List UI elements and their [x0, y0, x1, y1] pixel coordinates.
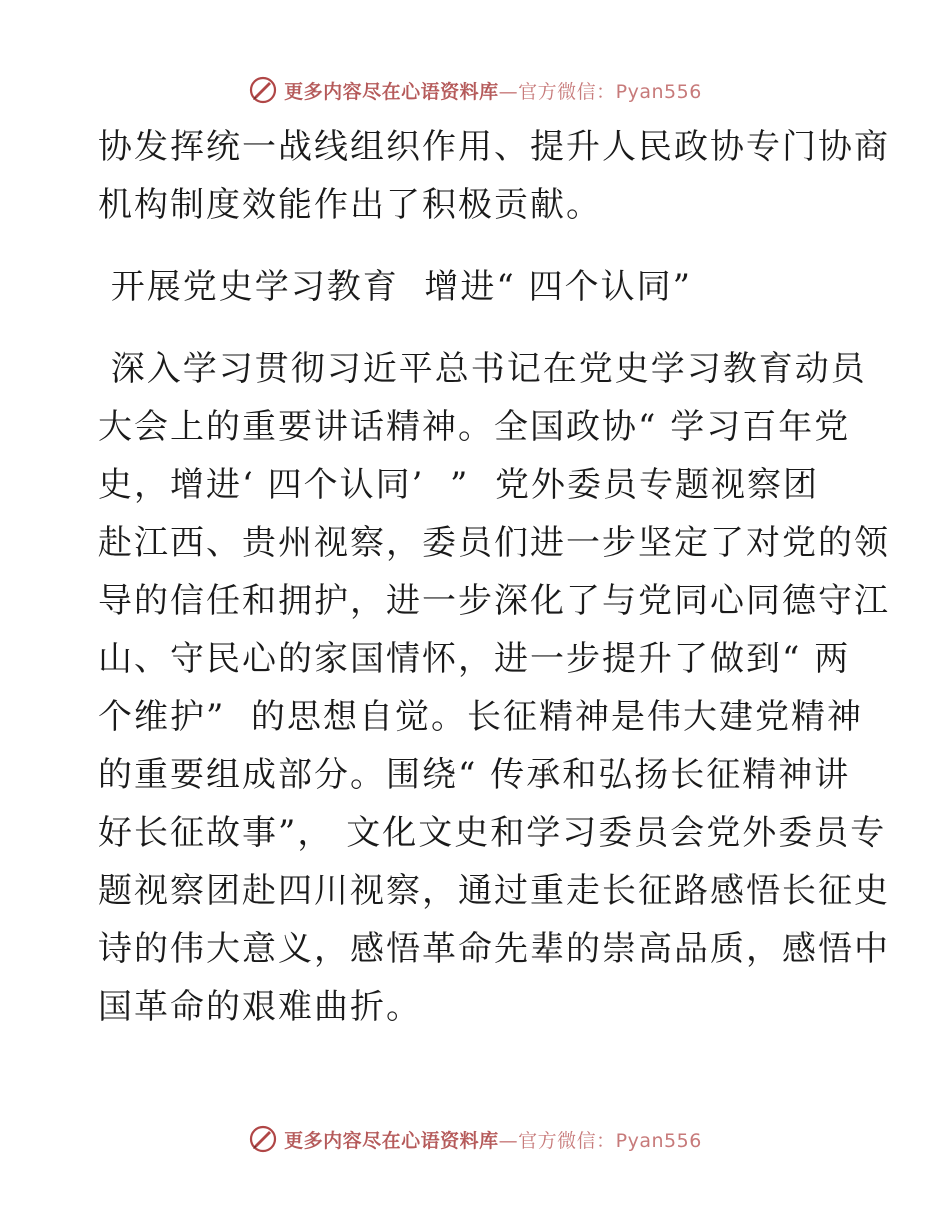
- watermark-text: [284, 1126, 702, 1153]
- footer-watermark: [0, 1119, 950, 1159]
- pen-logo-icon: [248, 75, 278, 105]
- watermark-contact: 官方微信：Pyan556: [518, 1129, 702, 1152]
- text-line: 的重要组成部分。围绕“ 传承和弘扬长征精神讲: [98, 755, 851, 795]
- text-line: 国革命的艰难曲折。: [98, 987, 422, 1027]
- text-line: 机构制度效能作出了积极贡献。: [98, 185, 602, 225]
- text-line: 协发挥统一战线组织作用、提升人民政协专门协商: [98, 127, 890, 167]
- heading-line: 开展党史学习教育 增进“ 四个认同”: [98, 267, 692, 307]
- watermark-text: [284, 77, 702, 104]
- pen-logo-icon: [248, 1124, 278, 1154]
- text-line: 深入学习贯彻习近平总书记在党史学习教育动员: [98, 349, 867, 389]
- watermark-separator: —: [498, 1129, 519, 1152]
- text-line: 大会上的重要讲话精神。全国政协“ 学习百年党: [98, 407, 851, 447]
- paragraph-continuation: [98, 118, 890, 234]
- text-line: 题视察团赴四川视察，通过重走长征路感悟长征史: [98, 871, 890, 911]
- watermark-group: [248, 75, 702, 105]
- text-line: 诗的伟大意义，感悟革命先辈的崇高品质，感悟中: [98, 929, 890, 969]
- text-line: 山、守民心的家国情怀，进一步提升了做到“ 两: [98, 639, 851, 679]
- text-line: 史，增进‘ 四个认同’ ” 党外委员专题视察团: [98, 465, 820, 505]
- document-body: [98, 118, 890, 1036]
- watermark-separator: —: [498, 80, 519, 103]
- header-watermark: [0, 70, 950, 110]
- section-heading: [98, 258, 858, 316]
- watermark-brand: 更多内容尽在心语资料库: [284, 1129, 499, 1152]
- watermark-contact: 官方微信：Pyan556: [518, 80, 702, 103]
- text-line: 导的信任和拥护，进一步深化了与党同心同德守江: [98, 581, 890, 621]
- text-line: 赴江西、贵州视察，委员们进一步坚定了对党的领: [98, 523, 890, 563]
- paragraph-body: [98, 340, 890, 1036]
- text-line: 个维护” 的思想自觉。长征精神是伟大建党精神: [98, 697, 863, 737]
- watermark-group: [248, 1124, 702, 1154]
- watermark-brand: 更多内容尽在心语资料库: [284, 80, 499, 103]
- text-line: 好长征故事”， 文化文史和学习委员会党外委员专: [98, 813, 887, 853]
